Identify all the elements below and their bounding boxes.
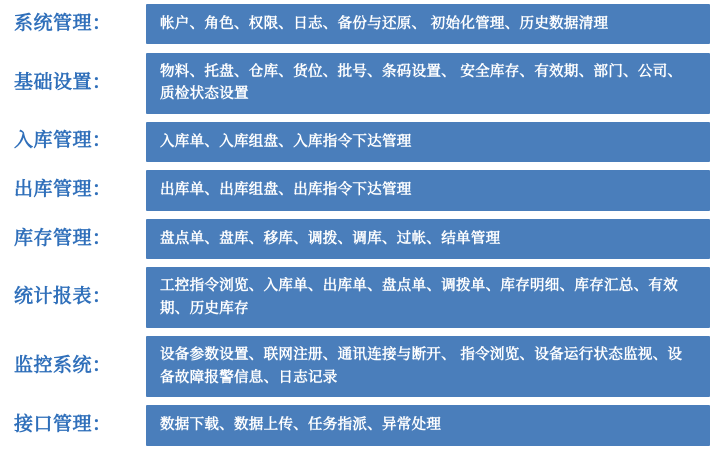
module-items: 物料、托盘、仓库、货位、批号、条码设置、 安全库存、有效期、部门、公司、质检状态设置 bbox=[146, 53, 710, 114]
module-row-outbound-management bbox=[0, 170, 720, 210]
module-items: 设备参数设置、联网注册、通讯连接与断开、 指令浏览、设备运行状态监视、设备故障报警信息、日志记录 bbox=[146, 336, 710, 397]
module-items: 入库单、入库组盘、入库指令下达管理 bbox=[146, 122, 710, 162]
module-label: 库存管理： bbox=[14, 227, 112, 249]
module-items: 出库单、出库组盘、出库指令下达管理 bbox=[146, 170, 710, 210]
module-items: 盘点单、盘库、移库、调拨、调库、过帐、结单管理 bbox=[146, 219, 710, 259]
module-label: 监控系统： bbox=[14, 355, 112, 377]
module-row-monitoring-system bbox=[0, 336, 720, 397]
module-label: 统计报表： bbox=[14, 286, 112, 308]
module-items: 帐户、角色、权限、日志、备份与还原、 初始化管理、历史数据清理 bbox=[146, 4, 710, 44]
module-label: 基础设置： bbox=[14, 71, 112, 93]
module-items: 数据下载、数据上传、任务指派、异常处理 bbox=[146, 405, 710, 445]
module-row-inbound-management bbox=[0, 122, 720, 162]
module-label: 接口管理： bbox=[14, 414, 112, 436]
module-row-system-management bbox=[0, 4, 720, 44]
module-row-interface-management bbox=[0, 405, 720, 445]
module-label: 出库管理： bbox=[14, 179, 112, 201]
module-row-basic-settings bbox=[0, 53, 720, 114]
module-row-inventory-management bbox=[0, 219, 720, 259]
module-label: 入库管理： bbox=[14, 130, 112, 152]
module-row-statistical-reports bbox=[0, 267, 720, 328]
module-items: 工控指令浏览、入库单、出库单、盘点单、调拨单、库存明细、库存汇总、有效期、历史库存 bbox=[146, 267, 710, 328]
module-label: 系统管理： bbox=[14, 12, 112, 34]
